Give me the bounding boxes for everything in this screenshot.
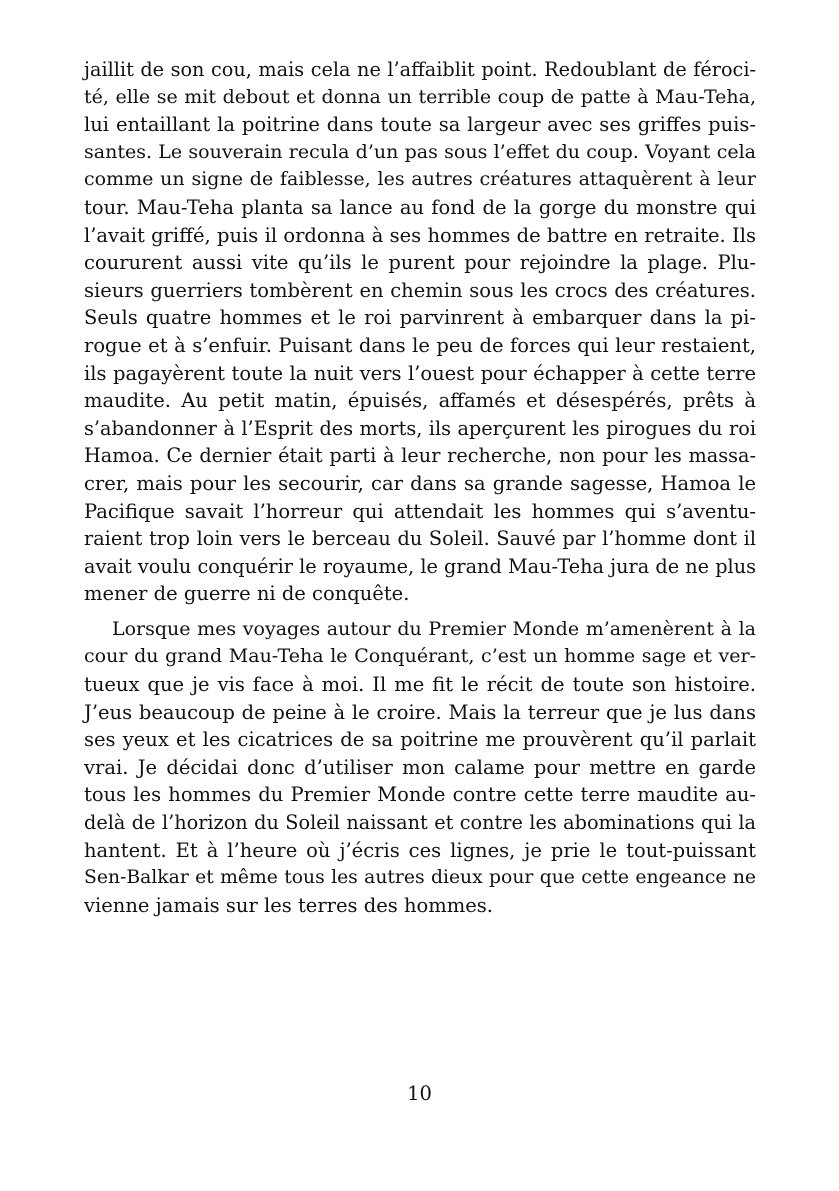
text-line: coururent aussi vite qu’ils le purent pour rejoindre la plage. Plu- [84,251,756,275]
text-line: rogue et à s’enfuir. Puisant dans le peu de forces qui leur restaient, [84,333,756,357]
text-line: lui entaillant la poitrine dans toute sa largeur avec ses griffes puis- [84,113,756,137]
text-line: tueux que je vis face à moi. Il me fit le récit de toute son histoire. [84,673,756,697]
text-line: santes. Le souverain recula d’un pas sous l’effet du coup. Voyant cela [84,140,756,163]
text-line: Pacifique savait l’horreur qui attendait les hommes qui s’aventu- [84,499,756,523]
text-line: vrai. Je décidai donc d’utiliser mon calame pour mettre en garde [84,755,756,779]
text-line: hantent. Et à l’heure où j’écris ces lignes, je prie le tout-puissant [84,838,756,862]
text-line: tous les hommes du Premier Monde contre cette terre maudite au- [84,783,756,807]
text-line: avait voulu conquérir le royaume, le grand Mau-Teha jura de ne plus [84,554,756,578]
text-line: tour. Mau-Teha planta sa lance au fond de la gorge du monstre qui [84,195,756,219]
text-line: Sen-Balkar et même tous les autres dieux pour que cette engeance ne [84,867,756,889]
text-line: sieurs guerriers tombèrent en chemin sous les crocs des créatures. [84,278,756,302]
text-line: delà de l’horizon du Soleil naissant et contre les abominations qui la [84,811,756,835]
text-line: Hamoa. Ce dernier était parti à leur recherche, non pour les massa- [84,444,756,468]
text-line: Lorsque mes voyages autour du Premier Monde m’amenèrent à la [112,617,756,640]
text-line: maudite. Au petit matin, épuisés, affamés et désespérés, prêts à [84,389,756,413]
text-line: vienne jamais sur les terres des hommes. [84,893,493,917]
text-line: crer, mais pour les secourir, car dans sa grande sagesse, Hamoa le [84,471,756,495]
text-line: J’eus beaucoup de peine à le croire. Mais la terreur que je lus dans [84,700,756,724]
text-line: comme un signe de faiblesse, les autres créatures attaquèrent à leur [84,168,756,191]
text-line: Seuls quatre hommes et le roi parvinrent à embarquer dans la pi- [84,306,756,330]
page-number: 10 [407,1082,432,1105]
text-line: cour du grand Mau-Teha le Conquérant, c’est un homme sage et ver- [84,645,756,668]
text-line: jaillit de son cou, mais cela ne l’affaiblit point. Redoublant de féroci- [84,58,756,81]
text-line: raient trop loin vers le berceau du Soleil. Sauvé par l’homme dont il [84,527,756,551]
paragraph-2 [84,616,756,920]
body-text [84,56,756,919]
text-line: ses yeux et les cicatrices de sa poitrine me prouvèrent qu’il parlait [84,728,756,752]
text-line: s’abandonner à l’Esprit des morts, ils aperçurent les pirogues du roi [84,416,756,440]
paragraph-1 [84,56,756,608]
text-line: mener de guerre ni de conquête. [84,582,410,606]
text-line: ils pagayèrent toute la nuit vers l’ouest pour échapper à cette terre [84,361,756,385]
text-line: té, elle se mit debout et donna un terrible coup de patte à Mau-Teha, [84,85,756,108]
text-line: l’avait griffé, puis il ordonna à ses hommes de battre en retraite. Ils [84,223,756,247]
